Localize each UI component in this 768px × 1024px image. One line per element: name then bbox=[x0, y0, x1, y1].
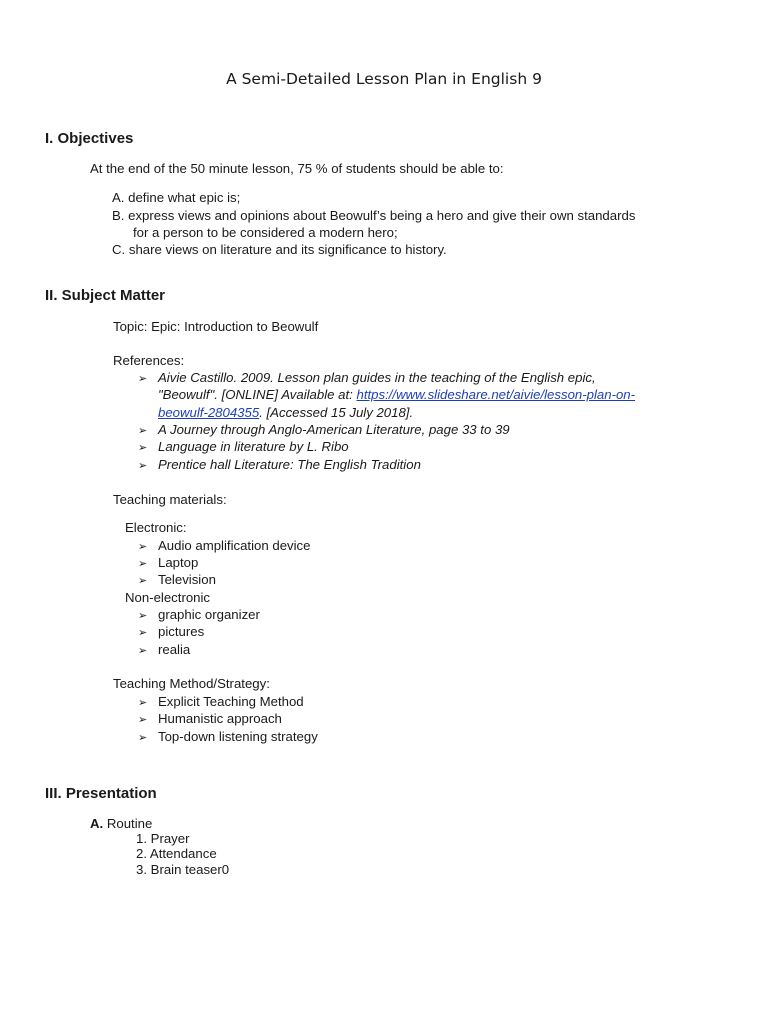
objectives-intro: At the end of the 50 minute lesson, 75 % of students should be able to: bbox=[90, 161, 504, 176]
topic-line: Topic: Epic: Introduction to Beowulf bbox=[113, 319, 319, 334]
arrowhead-bullet-icon: ➢ bbox=[138, 609, 148, 622]
list-item bbox=[138, 728, 318, 746]
list-item bbox=[138, 606, 260, 624]
teaching-materials-label: Teaching materials: bbox=[113, 492, 227, 507]
reference-1-accessed: . [Accessed 15 July 2018]. bbox=[259, 405, 414, 420]
electronic-item: Laptop bbox=[158, 555, 199, 570]
reference-item bbox=[138, 438, 349, 456]
reference-1-link-continued[interactable]: beowulf-2804355 bbox=[158, 405, 260, 420]
arrowhead-bullet-icon: ➢ bbox=[138, 713, 148, 726]
list-item bbox=[138, 710, 282, 728]
non-electronic-item: pictures bbox=[158, 624, 205, 639]
presentation-heading: III. Presentation bbox=[45, 785, 157, 802]
arrowhead-bullet-icon: ➢ bbox=[138, 574, 148, 587]
list-item bbox=[138, 554, 198, 572]
page-title: A Semi-Detailed Lesson Plan in English 9 bbox=[226, 70, 542, 88]
arrowhead-bullet-icon: ➢ bbox=[138, 626, 148, 639]
list-item bbox=[138, 623, 204, 641]
reference-4: Prentice hall Literature: The English Tradition bbox=[158, 457, 421, 472]
reference-item bbox=[138, 456, 421, 474]
reference-1-link[interactable]: https://www.slideshare.net/aivie/lesson-plan-on- bbox=[356, 387, 636, 402]
method-item: Humanistic approach bbox=[158, 711, 282, 726]
arrowhead-bullet-icon: ➢ bbox=[138, 540, 148, 553]
routine-item: 3. Brain teaser0 bbox=[136, 862, 230, 877]
list-item bbox=[138, 537, 310, 555]
reference-1-line-1: Aivie Castillo. 2009. Lesson plan guides in the teaching of the English epic, bbox=[158, 370, 596, 385]
list-item bbox=[138, 693, 304, 711]
arrowhead-bullet-icon: ➢ bbox=[138, 557, 148, 570]
routine-item: 2. Attendance bbox=[136, 846, 217, 861]
arrowhead-bullet-icon: ➢ bbox=[138, 372, 148, 385]
non-electronic-label: Non-electronic bbox=[125, 590, 211, 605]
reference-3: Language in literature by L. Ribo bbox=[158, 439, 349, 454]
reference-item bbox=[138, 369, 596, 387]
routine-label: Routine bbox=[106, 816, 153, 831]
arrowhead-bullet-icon: ➢ bbox=[138, 731, 148, 744]
list-item bbox=[138, 571, 216, 589]
reference-1-line-2 bbox=[158, 386, 635, 403]
electronic-label: Electronic: bbox=[125, 520, 187, 535]
routine-item: 1. Prayer bbox=[136, 831, 190, 846]
arrowhead-bullet-icon: ➢ bbox=[138, 644, 148, 657]
method-item: Explicit Teaching Method bbox=[158, 694, 304, 709]
electronic-item: Audio amplification device bbox=[158, 538, 311, 553]
method-item: Top-down listening strategy bbox=[158, 729, 318, 744]
arrowhead-bullet-icon: ➢ bbox=[138, 441, 148, 454]
non-electronic-item: realia bbox=[158, 642, 191, 657]
subject-matter-heading: II. Subject Matter bbox=[45, 287, 166, 304]
reference-2: A Journey through Anglo-American Literature, page 33 to 39 bbox=[158, 422, 510, 437]
electronic-item: Television bbox=[158, 572, 216, 587]
reference-1-text: "Beowulf". [ONLINE] Available at: bbox=[158, 387, 357, 402]
reference-item bbox=[138, 421, 510, 439]
teaching-method-label: Teaching Method/Strategy: bbox=[113, 676, 270, 691]
reference-1-line-3 bbox=[158, 404, 413, 421]
objectives-heading: I. Objectives bbox=[45, 130, 134, 147]
section-a-label: A. bbox=[90, 816, 104, 831]
objective-item-b-continued: for a person to be considered a modern hero; bbox=[133, 225, 398, 240]
arrowhead-bullet-icon: ➢ bbox=[138, 696, 148, 709]
arrowhead-bullet-icon: ➢ bbox=[138, 459, 148, 472]
non-electronic-item: graphic organizer bbox=[158, 607, 260, 622]
objective-item-b: B. express views and opinions about Beowulf’s being a hero and give their own standards bbox=[112, 208, 636, 223]
objective-item-c: C. share views on literature and its significance to history. bbox=[112, 242, 447, 257]
list-item bbox=[138, 641, 190, 659]
arrowhead-bullet-icon: ➢ bbox=[138, 424, 148, 437]
objective-item-a: A. define what epic is; bbox=[112, 190, 241, 205]
references-label: References: bbox=[113, 353, 185, 368]
